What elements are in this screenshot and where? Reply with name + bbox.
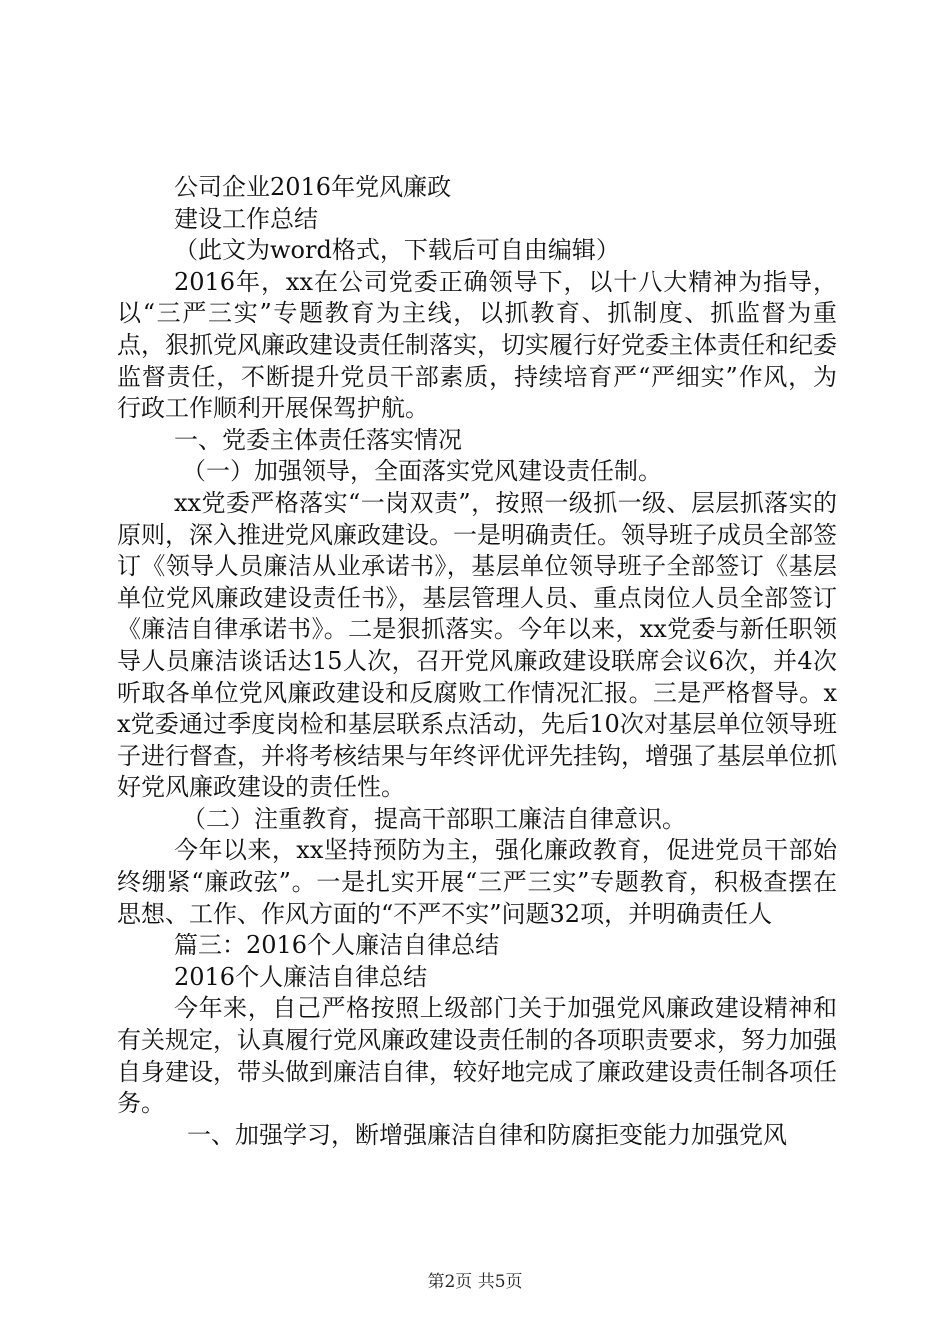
page-number-footer: 第2页 共5页 — [427, 1272, 523, 1292]
format-note: （此文为word格式，下载后可自由编辑） — [174, 236, 620, 265]
paragraph-leadership: xx党委严格落实“一岗双责”，按照一级抓一级、层层抓落实的原则，深入推进党风廉政建设。一是明确责任。领导班子成员全部签订《领导人员廉洁从业承诺书》，基层单位领导班子全部签订《基层单位党风廉政建设责任书》，基层管理人员、重点岗位人员全部签订《廉洁自律承诺书》。二是狠抓落实。今年以来，xx党委与新任职领导人员廉洁谈话达15人次，召开党风廉政建设联席会议6次，并4次听取各单位党风廉政建设和反腐败工作情况汇报。三是严格督导。xx党委通过季度岗检和基层联系点活动，先后10次对基层单位领导班子进行督查，并将考核结果与年终评优评先挂钩，增强了基层单位抓好党风廉政建设的责任性。 — [117, 488, 837, 802]
section-heading-study: 一、加强学习，断增强廉洁自律和防腐拒变能力加强党风 — [187, 1120, 787, 1149]
paragraph-self-discipline: 今年来，自己严格按照上级部门关于加强党风廉政建设精神和有关规定，认真履行党风廉政建设责任制的各项职责要求，努力加强自身建设，带头做到廉洁自律，较好地完成了廉政建设责任制各项任务。 — [117, 994, 837, 1118]
document-title-line-2: 建设工作总结 — [174, 204, 318, 233]
subsection-heading-1: （一）加强领导，全面落实党风建设责任制。 — [182, 457, 662, 486]
chapter-heading-3: 篇三：2016个人廉洁自律总结 — [174, 931, 500, 960]
paragraph-intro: 2016年，xx在公司党委正确领导下，以十八大精神为指导，以“三严三实”专题教育为主线，以抓教育、抓制度、抓监督为重点，狠抓党风廉政建设责任制落实，切实履行好党委主体责任和纪委监督责任，不断提升党员干部素质，持续培育严“严细实”作风，为行政工作顺利开展保驾护航。 — [117, 267, 837, 423]
chapter-title-3: 2016个人廉洁自律总结 — [174, 962, 428, 991]
subsection-heading-2: （二）注重教育，提高干部职工廉洁自律意识。 — [182, 804, 686, 833]
document-body — [117, 172, 837, 1151]
paragraph-education: 今年以来，xx坚持预防为主，强化廉政教育，促进党员干部始终绷紧“廉政弦”。一是扎实开展“三严三实”专题教育，积极查摆在思想、工作、作风方面的“不严不实”问题32项，并明确责任人 — [117, 836, 837, 928]
section-heading-1: 一、党委主体责任落实情况 — [174, 425, 462, 454]
document-title-line-1: 公司企业2016年党风廉政 — [174, 173, 452, 201]
